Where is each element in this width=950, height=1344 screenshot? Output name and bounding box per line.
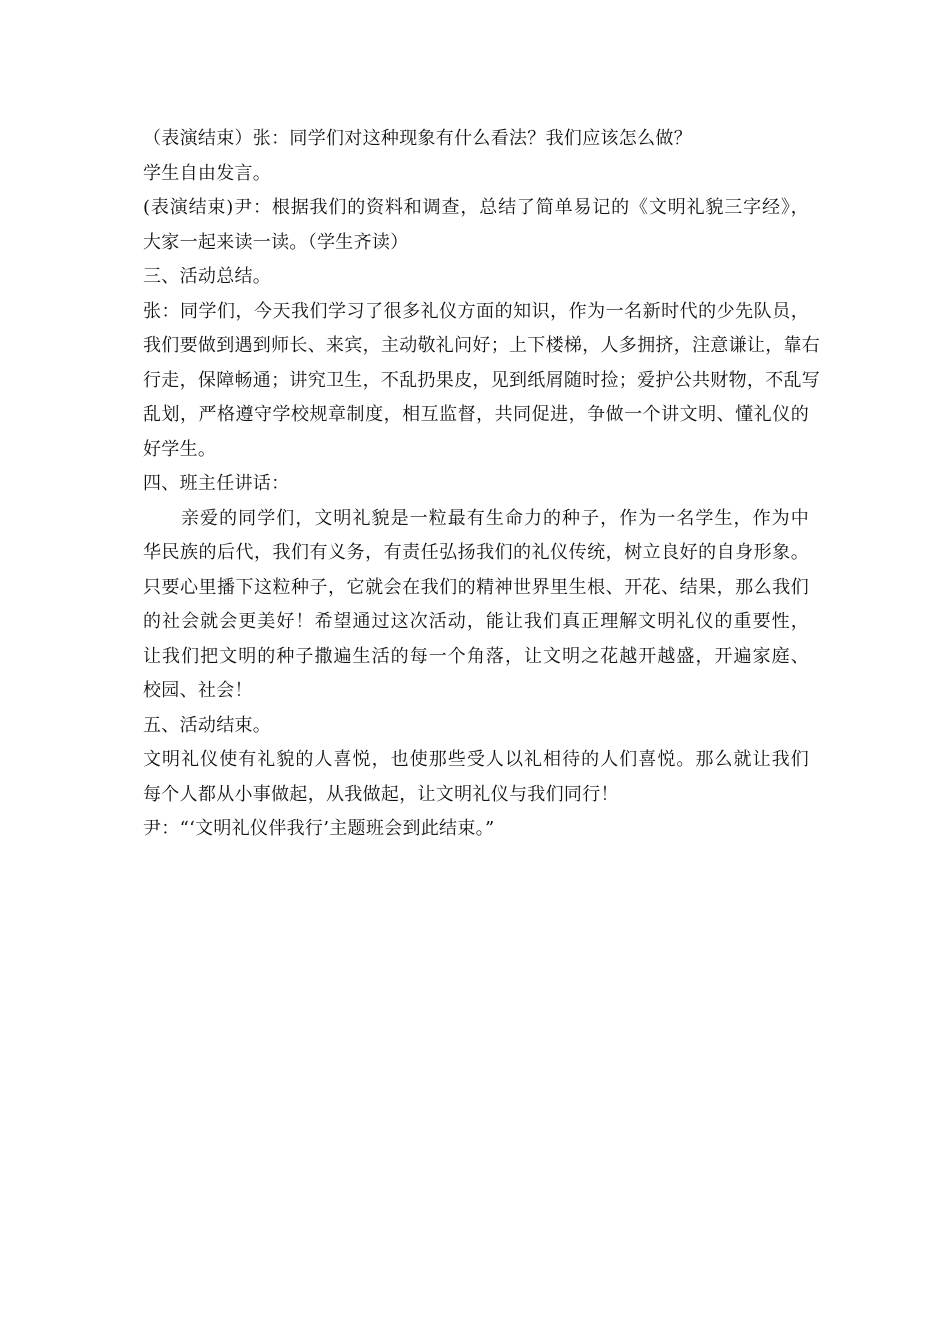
text-line: 只要心里播下这粒种子，它就会在我们的精神世界里生根、开花、结果，那么我们 xyxy=(143,576,809,598)
text-line: 张：同学们，今天我们学习了很多礼仪方面的知识，作为一名新时代的少先队员， xyxy=(143,300,809,322)
text-line: 行走，保障畅通；讲究卫生，不乱扔果皮，见到纸屑随时捡；爱护公共财物，不乱写 xyxy=(143,369,821,391)
section-heading: 四、班主任讲话： xyxy=(143,473,290,494)
text-line: 乱划，严格遵守学校规章制度，相互监督，共同促进，争做一个讲文明、懂礼仪的 xyxy=(143,404,809,425)
text-line: 每个人都从小事做起，从我做起，让文明礼仪与我们同行！ xyxy=(143,783,619,805)
text-line: 让我们把文明的种子撒遍生活的每一个角落，让文明之花越开越盛，开遍家庭、 xyxy=(143,645,809,667)
text-line: 文明礼仪使有礼貌的人喜悦，也使那些受人以礼相待的人们喜悦。那么就让我们 xyxy=(143,749,809,770)
document-body xyxy=(143,122,821,847)
text-line: 大家一起来读一读。（学生齐读） xyxy=(143,231,409,253)
text-line: 学生自由发言。 xyxy=(143,162,272,184)
text-line: 校园、社会！ xyxy=(143,680,253,701)
text-line: 的社会就会更美好！希望通过这次活动，能让我们真正理解文明礼仪的重要性， xyxy=(143,611,809,632)
text-line: 我们要做到遇到师长、来宾，主动敬礼问好；上下楼梯，人多拥挤，注意谦让，靠右 xyxy=(143,335,821,356)
text-line: （表演结束）张：同学们对这种现象有什么看法？我们应该怎么做？ xyxy=(143,128,692,149)
text-line: 亲爱的同学们，文明礼貌是一粒最有生命力的种子，作为一名学生，作为中 xyxy=(181,507,809,529)
text-line: 好学生。 xyxy=(143,438,217,460)
section-heading: 三、活动总结。 xyxy=(143,266,272,287)
section-heading: 五、活动结束。 xyxy=(143,714,272,736)
text-line: 华民族的后代，我们有义务，有责任弘扬我们的礼仪传统，树立良好的自身形象。 xyxy=(143,542,809,563)
text-line: 尹：“‘文明礼仪伴我行’主题班会到此结束。” xyxy=(143,818,495,839)
text-line: (表演结束)尹：根据我们的资料和调查，总结了简单易记的《文明礼貌三字经》， xyxy=(143,197,809,218)
